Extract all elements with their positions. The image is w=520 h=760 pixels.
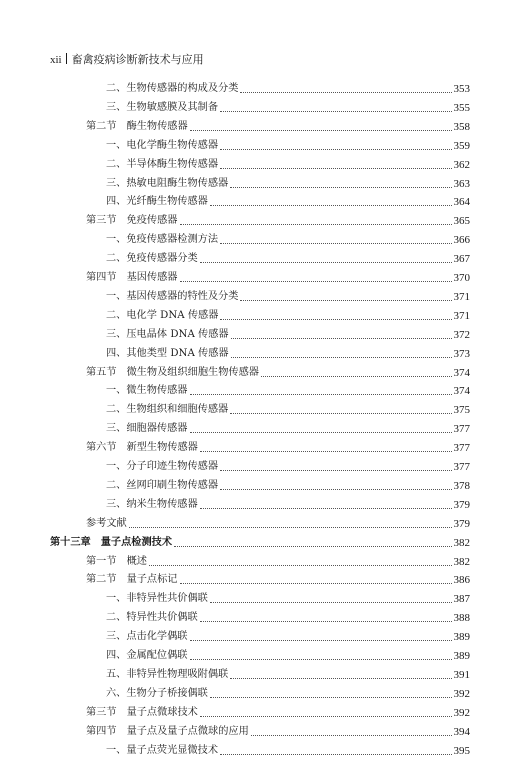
toc-page-number: 379 [453, 498, 470, 511]
toc-page-number: 362 [453, 158, 470, 171]
toc-entry-label [106, 137, 218, 155]
toc-entry-number: 第一节 [86, 555, 117, 567]
toc-page-number: 378 [453, 479, 470, 492]
toc-section-row[interactable] [0, 553, 520, 571]
toc-page-number: 387 [453, 593, 470, 606]
toc-entry-number: 一、微生物传感器 [106, 385, 188, 397]
toc-page-number: 388 [453, 612, 470, 625]
toc-item-row[interactable] [0, 288, 520, 306]
toc-page-number: 375 [453, 404, 470, 417]
toc-entry-title: 新型生物传感器 [126, 442, 198, 454]
toc-item-row[interactable] [0, 666, 520, 684]
toc-item-row[interactable] [0, 156, 520, 174]
toc-entry-label [106, 647, 188, 665]
toc-entry-label [106, 80, 238, 98]
dot-leader [180, 281, 452, 282]
dot-leader [230, 413, 451, 414]
book-title: 畜禽疫病诊断新技术与应用 [71, 53, 204, 66]
toc-page-number: 394 [453, 725, 470, 738]
toc-section-row[interactable] [0, 515, 520, 533]
toc-item-row[interactable] [0, 307, 520, 325]
dot-leader [231, 338, 452, 339]
toc-page-number: 377 [453, 461, 470, 473]
toc-entry-number: 第三节 [86, 706, 117, 718]
toc-page-number: 395 [453, 744, 470, 757]
toc-entry-number: 五、非特异性物理吸附偶联 [106, 668, 229, 680]
toc-entry-title: 免疫传感器 [126, 215, 178, 227]
toc-entry-label [86, 723, 249, 741]
toc-entry-label [106, 231, 218, 249]
toc-entry-label [86, 364, 259, 382]
toc-entry-number: 三、生物敏感膜及其制备 [106, 101, 219, 113]
toc-page-number: 377 [453, 423, 470, 436]
toc-item-row[interactable] [0, 477, 520, 495]
dot-leader [200, 451, 452, 452]
toc-entry-number: 二、生物传感器的构成及分类 [106, 83, 239, 94]
toc-entry-title: 量子点标记 [126, 574, 178, 586]
toc-page-number: 353 [453, 83, 470, 95]
dot-leader [149, 565, 452, 566]
toc-item-row[interactable] [0, 99, 520, 117]
toc-page-number: 366 [453, 234, 470, 247]
toc-entry-label [86, 439, 198, 457]
toc-entry-title: 量子点及量子点微球的应用 [126, 725, 249, 737]
toc-item-row[interactable] [0, 420, 520, 438]
toc-entry-number: 四、其他类型 DNA 传感器 [106, 347, 229, 359]
dot-leader [190, 432, 452, 433]
toc-page-number: 382 [453, 555, 470, 568]
toc-entry-label [50, 534, 172, 552]
toc-entry-label [106, 742, 218, 760]
toc-entry-number: 第四节 [86, 725, 117, 737]
toc-entry-number: 三、点击化学偶联 [106, 631, 188, 643]
toc-entry-number: 三、压电晶体 DNA 传感器 [106, 328, 229, 340]
toc-entry-label [106, 401, 228, 419]
toc-entry-number: 参考文献 [86, 517, 127, 529]
toc-entry-number: 第四节 [86, 272, 117, 283]
dot-leader [210, 205, 452, 206]
toc-item-row[interactable] [0, 458, 520, 476]
toc-entry-title: 酶生物传感器 [126, 120, 188, 132]
toc-entry-number: 第六节 [86, 442, 117, 454]
toc-item-row[interactable] [0, 231, 520, 249]
toc-page-number: 392 [453, 687, 470, 700]
toc-section-row[interactable] [0, 571, 520, 589]
dot-leader [220, 168, 451, 169]
toc-item-row[interactable] [0, 401, 520, 419]
dot-leader [200, 621, 452, 622]
toc-item-row[interactable] [0, 250, 520, 268]
toc-item-row[interactable] [0, 345, 520, 363]
page-number: xii [50, 54, 62, 66]
toc-page-number: 367 [453, 253, 470, 266]
toc-entry-label [86, 553, 147, 571]
dot-leader [210, 697, 452, 698]
toc-page-number: 371 [453, 290, 470, 303]
toc-page-number: 386 [453, 574, 470, 587]
toc-entry-title: 量子点检测技术 [100, 536, 173, 548]
toc-section-row[interactable] [0, 723, 520, 741]
toc-section-row[interactable] [0, 439, 520, 457]
toc-item-row[interactable] [0, 647, 520, 665]
toc-entry-number: 二、生物组织和细胞传感器 [106, 404, 229, 416]
toc-entry-title: 量子点微球技术 [126, 706, 198, 718]
toc-item-row[interactable] [0, 80, 520, 98]
toc-page-number: 373 [453, 347, 470, 360]
toc-entry-label [106, 628, 188, 646]
toc-entry-number: 六、生物分子桥接偶联 [106, 687, 208, 699]
toc-entry-title: 微生物及组织细胞生物传感器 [126, 366, 259, 378]
toc-entry-label [106, 666, 228, 684]
toc-entry-number: 第三节 [86, 215, 117, 227]
dot-leader [230, 678, 451, 679]
toc-entry-number: 三、纳米生物传感器 [106, 498, 198, 510]
toc-entry-label [86, 118, 188, 136]
toc-entry-label [106, 345, 229, 363]
toc-entry-label [106, 156, 218, 174]
toc-item-row[interactable] [0, 175, 520, 193]
toc-entry-number: 二、特异性共价偶联 [106, 612, 198, 624]
toc-entry-title: 基因传感器 [126, 272, 178, 283]
toc-entry-number: 三、细胞器传感器 [106, 423, 188, 435]
dot-leader [190, 130, 452, 131]
dot-leader [220, 754, 451, 755]
toc-section-row[interactable] [0, 118, 520, 136]
dot-leader [230, 187, 451, 188]
toc-entry-number: 三、热敏电阻酶生物传感器 [106, 177, 229, 189]
dot-leader [240, 300, 451, 301]
dot-leader [220, 319, 451, 320]
toc-entry-number: 四、光纤酶生物传感器 [106, 196, 208, 208]
toc-entry-label [106, 175, 228, 193]
dot-leader [190, 659, 452, 660]
toc-section-row[interactable] [0, 212, 520, 230]
toc-entry-label [106, 458, 218, 476]
toc-entry-label [86, 515, 127, 533]
toc-entry-number: 一、电化学酶生物传感器 [106, 139, 219, 151]
toc-entry-label [106, 307, 218, 325]
toc-page-number: 363 [453, 177, 470, 190]
toc-page-number: 371 [453, 309, 470, 322]
toc-page-number: 389 [453, 650, 470, 662]
toc-entry-label [106, 382, 188, 400]
toc-page-number: 358 [453, 120, 470, 133]
dot-leader [220, 470, 451, 471]
toc-page-number: 364 [453, 196, 470, 209]
toc-section-row[interactable] [0, 269, 520, 287]
toc-page-number: 392 [453, 706, 470, 719]
toc-page-number: 370 [453, 272, 470, 284]
toc-page-number: 355 [453, 101, 470, 114]
toc-item-row[interactable] [0, 137, 520, 155]
toc-entry-label [106, 590, 208, 608]
dot-leader [210, 602, 452, 603]
toc-chapter-row[interactable] [0, 534, 520, 552]
toc-entry-number: 第二节 [86, 120, 117, 132]
toc-item-row[interactable] [0, 193, 520, 211]
toc-entry-label [106, 288, 238, 306]
dot-leader [231, 357, 452, 358]
toc-item-row[interactable] [0, 685, 520, 703]
toc-entry-label [106, 99, 218, 117]
toc-item-row[interactable] [0, 628, 520, 646]
toc-entry-label [106, 496, 198, 514]
toc-entry-label [106, 685, 208, 703]
toc-entry-number: 一、分子印迹生物传感器 [106, 461, 219, 472]
toc-entry-label [86, 704, 198, 722]
dot-leader [220, 149, 451, 150]
toc-entry-number: 第十三章 [50, 536, 91, 548]
dot-leader [220, 111, 451, 112]
toc-entry-label [86, 269, 178, 287]
dot-leader [220, 243, 451, 244]
toc-section-row[interactable] [0, 704, 520, 722]
dot-leader [261, 376, 452, 377]
toc-item-row[interactable] [0, 496, 520, 514]
toc-entry-label [106, 193, 208, 211]
dot-leader [200, 262, 452, 263]
toc-entry-number: 二、电化学 DNA 传感器 [106, 309, 219, 321]
toc-entry-label [106, 477, 218, 495]
toc-item-row[interactable] [0, 742, 520, 760]
toc-entry-number: 二、丝网印刷生物传感器 [106, 479, 219, 491]
toc-entry-number: 一、量子点荧光显微技术 [106, 744, 219, 756]
dot-leader [251, 735, 452, 736]
dot-leader [190, 640, 452, 641]
toc-entry-number: 四、金属配位偶联 [106, 650, 188, 661]
dot-leader [180, 224, 452, 225]
toc-page-number: 372 [453, 328, 470, 341]
dot-leader [200, 716, 452, 717]
toc-entry-label [106, 609, 198, 627]
dot-leader [220, 489, 451, 490]
toc-entry-label [106, 326, 229, 344]
dot-leader [200, 508, 452, 509]
toc-entry-number: 一、基因传感器的特性及分类 [106, 290, 239, 302]
toc-entry-number: 二、免疫传感器分类 [106, 253, 198, 265]
toc-item-row[interactable] [0, 609, 520, 627]
toc-page-number: 359 [453, 139, 470, 152]
toc-page-number: 389 [453, 631, 470, 644]
toc-entry-label [86, 571, 178, 589]
dot-leader [174, 546, 451, 547]
toc-entry-number: 二、半导体酶生物传感器 [106, 158, 219, 170]
toc-page-number: 365 [453, 215, 470, 228]
toc-entry-number: 第五节 [86, 366, 117, 378]
toc-entry-label [106, 250, 198, 268]
toc-entry-title: 概述 [126, 555, 147, 567]
dot-leader [240, 92, 451, 93]
toc-item-row[interactable] [0, 326, 520, 344]
toc-page-number: 377 [453, 442, 470, 455]
dot-leader [129, 527, 452, 528]
toc-entry-number: 一、非特异性共价偶联 [106, 593, 208, 605]
toc-entry-number: 第二节 [86, 574, 117, 586]
toc-page-number: 391 [453, 668, 470, 681]
toc-page-number: 379 [453, 517, 470, 530]
toc-entry-label [86, 212, 178, 230]
toc-section-row[interactable] [0, 364, 520, 382]
dot-leader [180, 583, 452, 584]
dot-leader [190, 394, 452, 395]
toc-item-row[interactable] [0, 382, 520, 400]
toc-page-number: 374 [453, 385, 470, 398]
toc-page-number: 374 [453, 366, 470, 379]
toc-item-row[interactable] [0, 590, 520, 608]
toc-entry-label [106, 420, 188, 438]
toc-entry-number: 一、免疫传感器检测方法 [106, 234, 219, 246]
toc-page-number: 382 [453, 536, 470, 549]
